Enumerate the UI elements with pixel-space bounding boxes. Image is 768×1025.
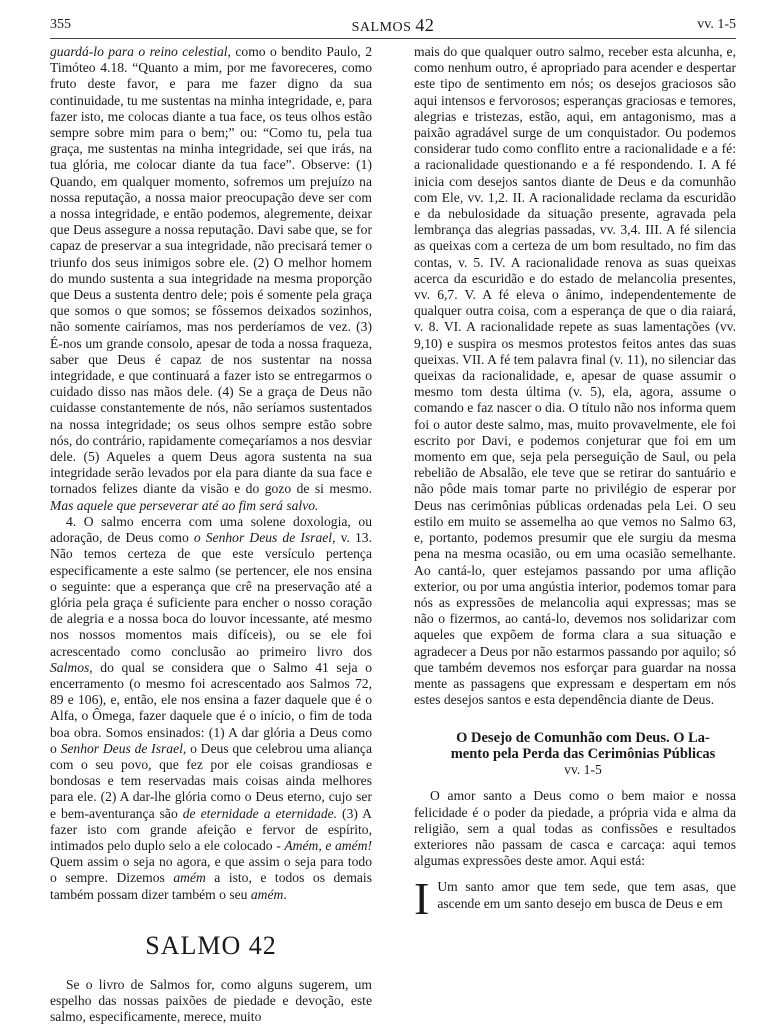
text-run: do qual se considera que o Salmo 41 seja o encerramento (o mesmo foi acrescentado aos Salmos 72, 89 e 106), e, então, ele nos ensina a fazer daquele que é o Alfa, o Ômega, fazer daquele que é o início, o fim de toda boa obra. Somos ensinados: (1) A dar glória a Deus como o [50, 659, 372, 756]
section-heading-line-1: O Desejo de Comunhão com Deus. O La- [456, 730, 710, 747]
text-run: Um santo amor que tem sede, que tem asas, que ascende em um santo desejo em busca de Deus e em [437, 879, 736, 911]
dropcap-paragraph [414, 873, 736, 925]
page-number: 355 [50, 17, 71, 32]
psalm-intro-continued: mais do que qualquer outro salmo, receber esta alcunha, e, como nenhum outro, é apropriado para acender e despertar este tipo de sentimento em nós; os desejos graciosos são aqui intensos e fervorosos; esperanças graciosas e temores, alegrias e tristezas, estão, aqui, em antagonismo, mas a paixão agradável surge de um conquistador. Ou podemos considerar tudo como conflito entre a racionalidade e a fé: a racionalidade questionando e a fé respondendo. I. A fé inicia com desejos santos diante de Deus e da comunhão com Ele, vv. 1,2. II. A racionalidade reclama da escuridão e da nebulosidade da situação presente, agravada pela lembrança das alegrias passadas, vv. 3,4. III. A fé silencia as queixas com a certeza de um bom resultado, no fim das contas, v. 5. IV. A racionalidade renova as suas queixas acerca da escuridão e do estado de melancolia presentes, vv. 6,7. V. A fé eleva o ânimo, independentemente de qualquer outra coisa, com a esperança de que o dia raiará, v. 8. VI. A racionalidade repete as suas lamentações (vv. 9,10) e suspira os mesmos protestos feitos antes das suas queixas. VII. A fé tem palavra final (v. 11), no silenciar das queixas da racionalidade, e, apesar de quase assumir o mesmo tom desta última (v. 5), ela, agora, assume o comando e faz nascer o dia. O título não nos informa quem foi o autor deste salmo, mas, muito provavelmente, ele foi escrito por Davi, e podemos conjeturar que foi em um momento em que, seja pela perseguição de Saul, ou pela rebelião de Absalão, ele teve que se retirar do santuário e não pôde mais tomar parte no privilégio de esperar por Deus nas cerimônias públicas ordenadas pela Lei. O seu estilo em muito se assemelha ao que vemos no Salmo 63, e, portanto, podemos presumir que ele surgiu da mesma pena na mesma ocasião, ou em uma ocasião semelhante. Ao cantá-lo, quer estejamos passando por uma aflição exterior, ou por uma angústia interior, podemos tomar para nós as expressões de melancolia aqui expressas; mas se não o fizermos, ao cantá-lo, devemos nos solidarizar com aqueles que expõem de forma clara a sua situação e agradecer a Deus por não estarmos passando por aquilo; só que também devemos nos esforçar para guardar na nossa mente as passagens que expressam e despertam em nós estes desejos santos e esta dependência diante de Deus. [414, 44, 736, 708]
italic-phrase: Mas aquele que perseverar até ao fim será salvo. [50, 497, 319, 513]
running-header [50, 14, 736, 36]
running-head-number: 42 [415, 15, 435, 35]
right-column [414, 44, 736, 925]
text-run: o Deus que celebrou uma aliança com o seu povo, que fez por ele coisas grandiosas e bondosas e tem reservadas mais coisas ainda melhores para ele. (2) A dar-lhe glória como o Deus eterno, cujo ser e bem-aventurança são [50, 740, 372, 821]
section-heading-verses: vv. 1-5 [564, 762, 602, 778]
commentary-paragraph [50, 44, 372, 514]
header-verses: vv. 1-5 [697, 17, 736, 32]
italic-phrase: amém [250, 886, 284, 902]
italic-phrase: Salmos, [50, 659, 93, 675]
italic-phrase: o Senhor Deus de Israel, [193, 530, 336, 546]
psalm-intro-paragraph: Se o livro de Salmos for, como alguns sugerem, um espelho das nossas paixões de piedade e devoção, este salmo, especificamente, merece, muito [50, 976, 372, 1025]
italic-phrase: de eternidade a eternidade. [182, 805, 338, 821]
header-rule [50, 38, 736, 39]
text-run: (3) A fazer isto com grande afeição e fervor de espírito, intimados pelo duplo selo a ele colocado - [50, 805, 372, 853]
italic-phrase: Senhor Deus de Israel, [60, 740, 187, 756]
running-head-word: SALMOS [351, 20, 412, 35]
section-heading-line-2: mento pela Perda das Cerimônias Públicas [450, 746, 716, 763]
italic-phrase: Amém, e amém! [284, 837, 372, 853]
text-run: . [283, 886, 287, 902]
text-run: como o bendito Paulo, 2 Timóteo 4.18. “Quanto a mim, por me favoreceres, como fruto deste favor, e para me fazer digno da sua continuidade, tu me sustentas na minha integridade, e, para fazer isto, me colocas diante a tua face, os teus olhos estão sempre sobre mim para o bem;” ou: “Como tu, pela tua graça, me sustentas na minha integridade, sei que irás, na tua glória, me colocar diante da tua face”. Observe: (1) Quando, em qualquer momento, sofremos um prejuízo na nossa reputação, a nossa maior preocupação deve ser com a nossa integridade, e então podemos, alegremente, deixar que Deus assegure a nossa reputação. Davi sabe que, se for capaz de preservar a sua integridade, não precisará temer o triunfo dos seus inimigos sobre ele. (2) O melhor homem do mundo sustenta a sua integridade na mesma proporção que Deus a sustenta dentro dele; pois é somente pela graça que somos o que somos; se fôssemos deixados sozinhos, não somente cairíamos, mas nos perderíamos de vez. (3) É-nos um grande consolo, apesar de toda a nossa fraqueza, saber que Deus é capaz de nos sustentar na nossa integridade, e que continuará a fazer isto se entregarmos o cuidado disso nas mãos dele. (4) Se a graça de Deus não cuidasse constantemente de nós, não seríamos sustentados na nossa integridade; os seus olhos sempre estão sobre nós, do contrário, rapidamente começaríamos a nos desviar dele. (5) Aqueles a quem Deus agora sustenta na sua integridade serão levados por ela para diante da sua face e tornados felizes diante da visão e do gozo de si mesmo. [50, 44, 372, 497]
drop-cap: I [414, 873, 430, 925]
text-run: 4. O salmo encerra com uma solene doxologia, ou adoração, de Deus como [50, 513, 372, 546]
doxology-paragraph [50, 514, 372, 903]
italic-phrase: amém [173, 870, 206, 886]
text-run: Quem assim o seja no agora, e que assim o seja para todo o sempre. Dizemos [50, 854, 372, 886]
psalm-title: SALMO 42 [145, 930, 277, 960]
left-column [50, 44, 372, 1025]
running-head [50, 14, 736, 39]
text-run: v. 13. Não temos certeza de que este versículo pertença especificamente a este salmo (se pertencer, ele nos ensina o seguinte: que a esperança que crê na preservação até a glória pela graça é suficiente para encher o nosso coração de alegria e a nossa boca do louvor incessante, até mesmo nos nossos momentos mais difíceis), ou se ele foi acrescentado como conclusão ao primeiro livro dos [50, 530, 373, 659]
italic-phrase: guardá-lo para o reino celestial, [50, 44, 231, 59]
text-run: a isto, e todos os demais também possam dizer também o seu [50, 870, 373, 902]
section-intro-paragraph: O amor santo a Deus como o bem maior e nossa felicidade é o poder da piedade, a própria vida e alma da religião, sem a qual todas as confissões e resultados exteriores não passam de casca e carcaça: aqui temos algumas expressões deste amor. Aqui está: [414, 788, 736, 869]
